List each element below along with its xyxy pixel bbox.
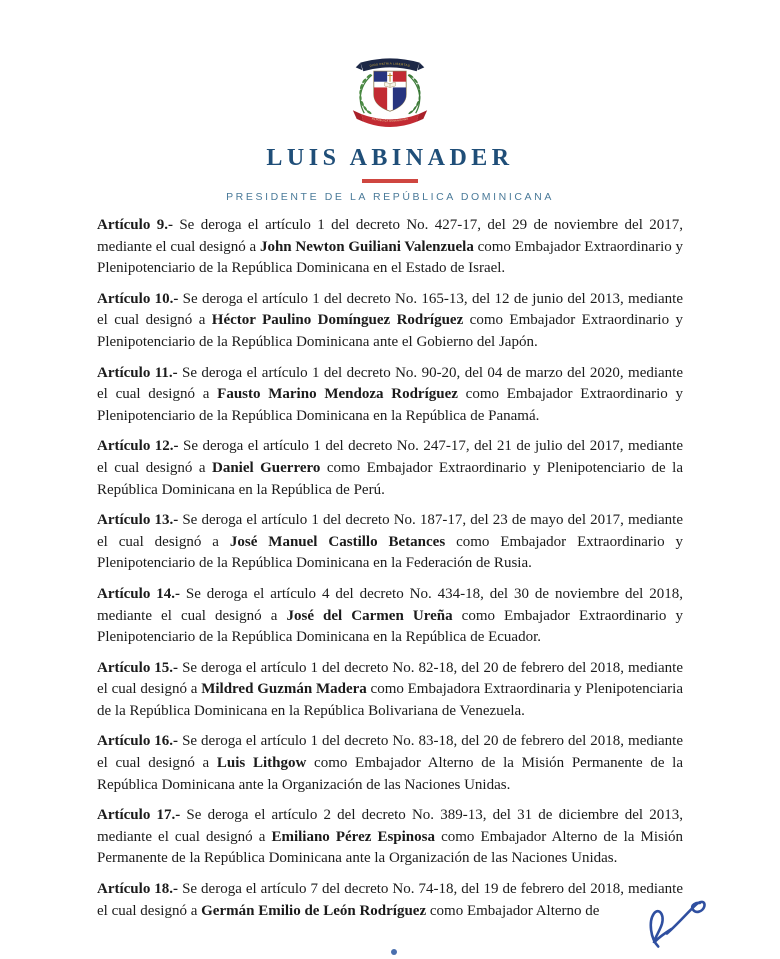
designee-name: José del Carmen Ureña	[286, 607, 453, 624]
coat-of-arms-icon	[342, 56, 438, 136]
crest-motto-bottom: REPÚBLICA DOMINICANA	[371, 117, 409, 123]
decree-body	[97, 215, 683, 931]
article-label: Artículo 14.-	[97, 585, 180, 602]
article-post-text: como Embajador Extraordinario y Plenipotenciario de la República Dominicana en la República de Panamá.	[97, 386, 684, 424]
article-label: Artículo 13.-	[97, 512, 179, 529]
laurel-branch-icon	[359, 73, 372, 114]
article-label: Artículo 15.-	[97, 659, 179, 676]
article-post-text: como Embajador Extraordinario y Plenipotenciario de la República Dominicana en la República de Perú.	[97, 459, 683, 498]
article-pre-text: Se deroga el artículo 4 del decreto No. 434-18, del 30 de noviembre del 2018, mediante el cual designó a	[97, 585, 683, 624]
crest-motto-top: DIOS PATRIA LIBERTAD	[369, 61, 411, 68]
article-post-text: como Embajador Extraordinario y Plenipotenciario de la República Dominicana ante el Gobierno del Japón.	[97, 312, 684, 350]
article-pre-text: Se deroga el artículo 7 del decreto No. 74-18, del 19 de febrero del 2018, mediante el cual designó a	[97, 881, 683, 919]
article-paragraph	[97, 584, 683, 649]
article-pre-text: Se deroga el artículo 1 del decreto No. 427-17, del 29 de noviembre del 2017, mediante el cual designó a	[97, 217, 683, 255]
designee-name: Mildred Guzmán Madera	[201, 681, 367, 698]
article-pre-text: Se deroga el artículo 1 del decreto No. 82-18, del 20 de febrero del 2018, mediante el cual designó a	[97, 659, 683, 698]
designee-name: Fausto Marino Mendoza Rodríguez	[217, 386, 458, 403]
article-paragraph	[97, 731, 683, 796]
article-paragraph	[97, 805, 683, 870]
article-post-text: como Embajadora Extraordinaria y Plenipotenciaria de la República Dominicana en la República Bolivariana de Venezuela.	[97, 681, 683, 719]
article-pre-text: Se deroga el artículo 2 del decreto No. 389-13, del 31 de diciembre del 2013, mediante el cual designó a	[97, 807, 683, 845]
designee-name: José Manuel Castillo Betances	[229, 533, 446, 550]
article-label: Artículo 17.-	[97, 807, 181, 824]
president-subtitle: PRESIDENTE DE LA REPÚBLICA DOMINICANA	[226, 191, 554, 203]
article-pre-text: Se deroga el artículo 1 del decreto No. 90-20, del 04 de marzo del 2020, mediante el cual designó a	[97, 364, 683, 403]
designee-name: Daniel Guerrero	[211, 459, 321, 476]
signature-initials-icon	[642, 897, 720, 951]
article-paragraph	[97, 510, 683, 575]
article-pre-text: Se deroga el artículo 1 del decreto No. 83-18, del 20 de febrero del 2018, mediante el cual designó a	[97, 733, 683, 772]
article-paragraph	[97, 363, 683, 428]
article-pre-text: Se deroga el artículo 1 del decreto No. 187-17, del 23 de mayo del 2017, mediante el cual designó a	[97, 512, 683, 550]
article-paragraph	[97, 436, 683, 501]
president-name: LUIS ABINADER	[266, 145, 514, 171]
red-divider	[362, 179, 418, 183]
article-label: Artículo 11.-	[97, 364, 178, 381]
palm-branch-icon	[408, 73, 421, 114]
article-paragraph	[97, 658, 683, 723]
designee-name: Luis Lithgow	[216, 755, 307, 772]
article-post-text: como Embajador Alterno de	[429, 902, 600, 919]
designee-name: Emiliano Pérez Espinosa	[271, 828, 435, 845]
page-artifact-dot	[391, 949, 397, 955]
article-label: Artículo 9.-	[97, 217, 173, 233]
article-pre-text: Se deroga el artículo 1 del decreto No. 165-13, del 12 de junio del 2013, mediante el cual designó a	[97, 290, 684, 329]
article-pre-text: Se deroga el artículo 1 del decreto No. 247-17, del 21 de julio del 2017, mediante el cual designó a	[97, 438, 683, 476]
shield-icon	[374, 71, 406, 111]
designee-name: Germán Emilio de León Rodríguez	[201, 902, 427, 919]
article-paragraph	[97, 215, 683, 280]
article-label: Artículo 12.-	[97, 438, 179, 455]
article-label: Artículo 16.-	[97, 733, 179, 750]
letterhead	[0, 0, 780, 203]
designee-name: John Newton Guiliani Valenzuela	[259, 238, 474, 255]
article-label: Artículo 18.-	[97, 881, 179, 898]
article-paragraph	[97, 879, 683, 922]
article-post-text: como Embajador Alterno de la Misión Permanente de la República Dominicana ante la Organización de las Naciones Unidas.	[97, 828, 684, 867]
designee-name: Héctor Paulino Domínguez Rodríguez	[211, 312, 464, 329]
article-label: Artículo 10.-	[97, 290, 179, 307]
article-post-text: como Embajador Extraordinario y Plenipotenciario de la República Dominicana en el Estado de Israel.	[97, 238, 684, 277]
article-post-text: como Embajador Extraordinario y Plenipotenciario de la República Dominicana en la República de Ecuador.	[97, 607, 683, 646]
article-paragraph	[97, 289, 683, 354]
article-post-text: como Embajador Alterno de la Misión Permanente de la República Dominicana ante la Organización de las Naciones Unidas.	[97, 755, 684, 793]
article-post-text: como Embajador Extraordinario y Plenipotenciario de la República Dominicana en la Federación de Rusia.	[97, 533, 684, 572]
